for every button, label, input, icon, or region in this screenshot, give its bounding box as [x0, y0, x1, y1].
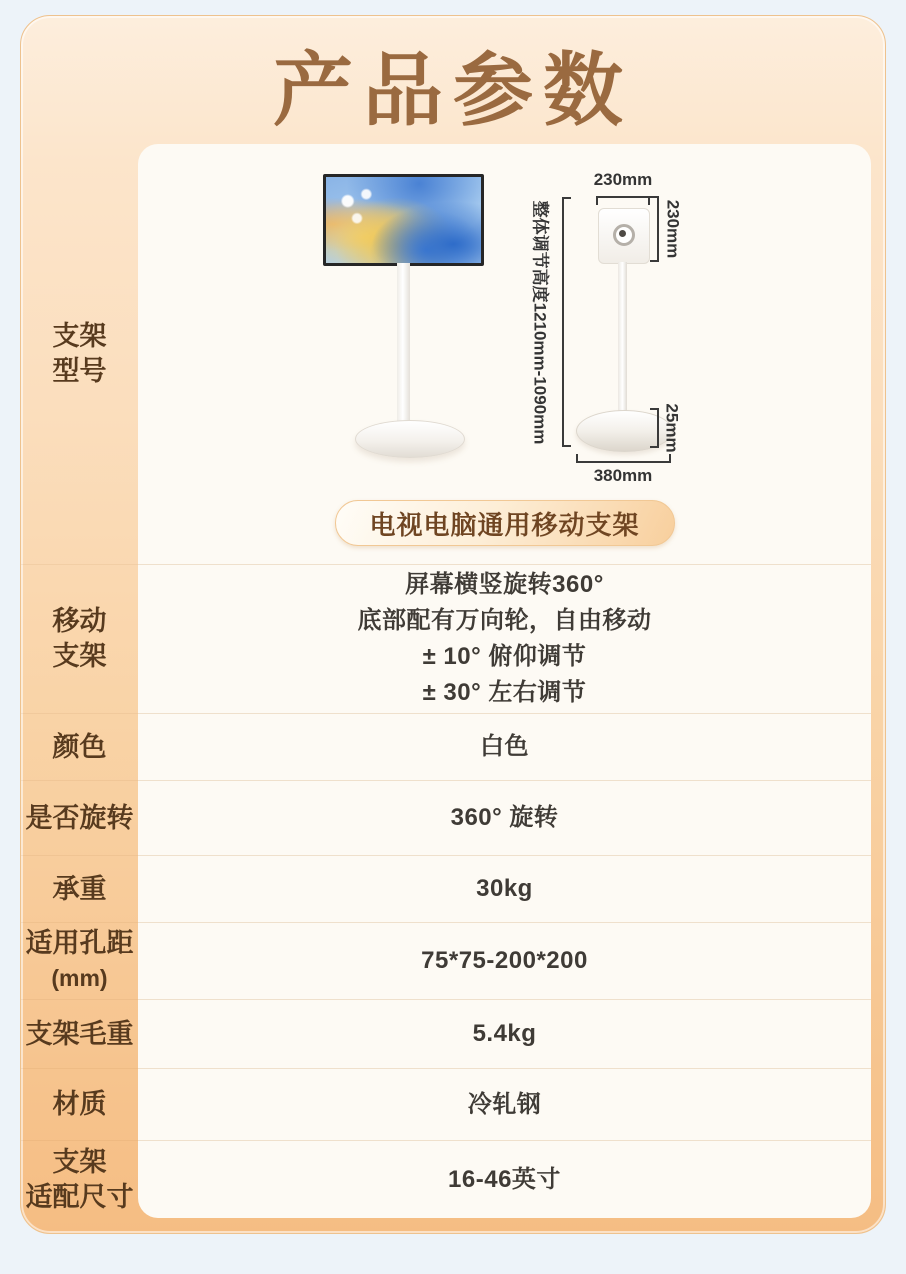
spec-row-model — [21, 144, 871, 565]
spec-label-load: 承重 — [21, 856, 138, 923]
spec-row-weight — [21, 1000, 871, 1069]
product-badge — [334, 500, 674, 546]
spec-label-color: 颜色 — [21, 714, 138, 781]
header — [21, 16, 885, 144]
spec-label-hole-pitch: 适用孔距 (mm) — [21, 923, 138, 1000]
spec-row-rotation — [21, 781, 871, 856]
spec-value-fit-size: 16-46英寸 — [138, 1141, 871, 1218]
spec-label-weight: 支架毛重 — [21, 1000, 138, 1069]
spec-value-material: 冷轧钢 — [138, 1069, 871, 1141]
diagram-pole — [618, 262, 627, 422]
spec-row-color — [21, 714, 871, 781]
stand-base-image — [355, 420, 465, 458]
spec-table — [21, 144, 871, 1218]
spec-value-rotation: 360° 旋转 — [138, 781, 871, 856]
spec-value-load: 30kg — [138, 856, 871, 923]
spec-label-mobile-stand: 移动 支架 — [21, 565, 138, 714]
spec-row-fit-size — [21, 1141, 871, 1218]
dim-base-width-label: 380mm — [593, 466, 653, 485]
dim-base-width-bracket — [576, 454, 671, 463]
dim-overall-height-bracket — [562, 197, 571, 447]
tv-product-image — [323, 174, 484, 266]
spec-row-mobile-stand — [21, 565, 871, 714]
page-title: 产品参数 — [273, 45, 633, 135]
vesa-plate-image — [598, 208, 650, 264]
spec-label-material: 材质 — [21, 1069, 138, 1141]
dim-overall-height-label: 整体调节高度1210mm-1090mm — [530, 200, 550, 444]
stand-pole-image — [397, 263, 410, 429]
spec-value-weight: 5.4kg — [138, 1000, 871, 1069]
vesa-center-dot — [619, 230, 626, 237]
spec-row-load — [21, 856, 871, 923]
spec-label-fit-size: 支架 适配尺寸 — [25, 1146, 134, 1212]
dim-base-thickness-bracket — [650, 408, 659, 448]
spec-label-rotation: 是否旋转 — [21, 781, 138, 856]
spec-value-color: 白色 — [138, 714, 871, 781]
product-spec-card — [20, 15, 886, 1234]
dim-top-width-label: 230mm — [593, 170, 653, 189]
product-visual — [138, 144, 871, 565]
spec-row-material — [21, 1069, 871, 1141]
product-badge-label: 电视电脑通用移动支架 — [369, 509, 640, 540]
dim-base-thickness-label: 25mm — [663, 403, 683, 453]
spec-value-mobile-stand: 屏幕横竖旋转360° 底部配有万向轮，自由移动 ± 10° 俯仰调节 ± 30° 左右调节 — [138, 565, 871, 714]
spec-label-model: 支架 型号 — [21, 144, 138, 565]
dim-head-height-bracket — [650, 196, 659, 262]
spec-value-hole-pitch: 75*75-200*200 — [138, 923, 871, 1000]
dim-top-width-bracket — [596, 196, 650, 205]
spec-row-hole-pitch — [21, 923, 871, 1000]
dim-head-height-label: 230mm — [663, 199, 683, 259]
